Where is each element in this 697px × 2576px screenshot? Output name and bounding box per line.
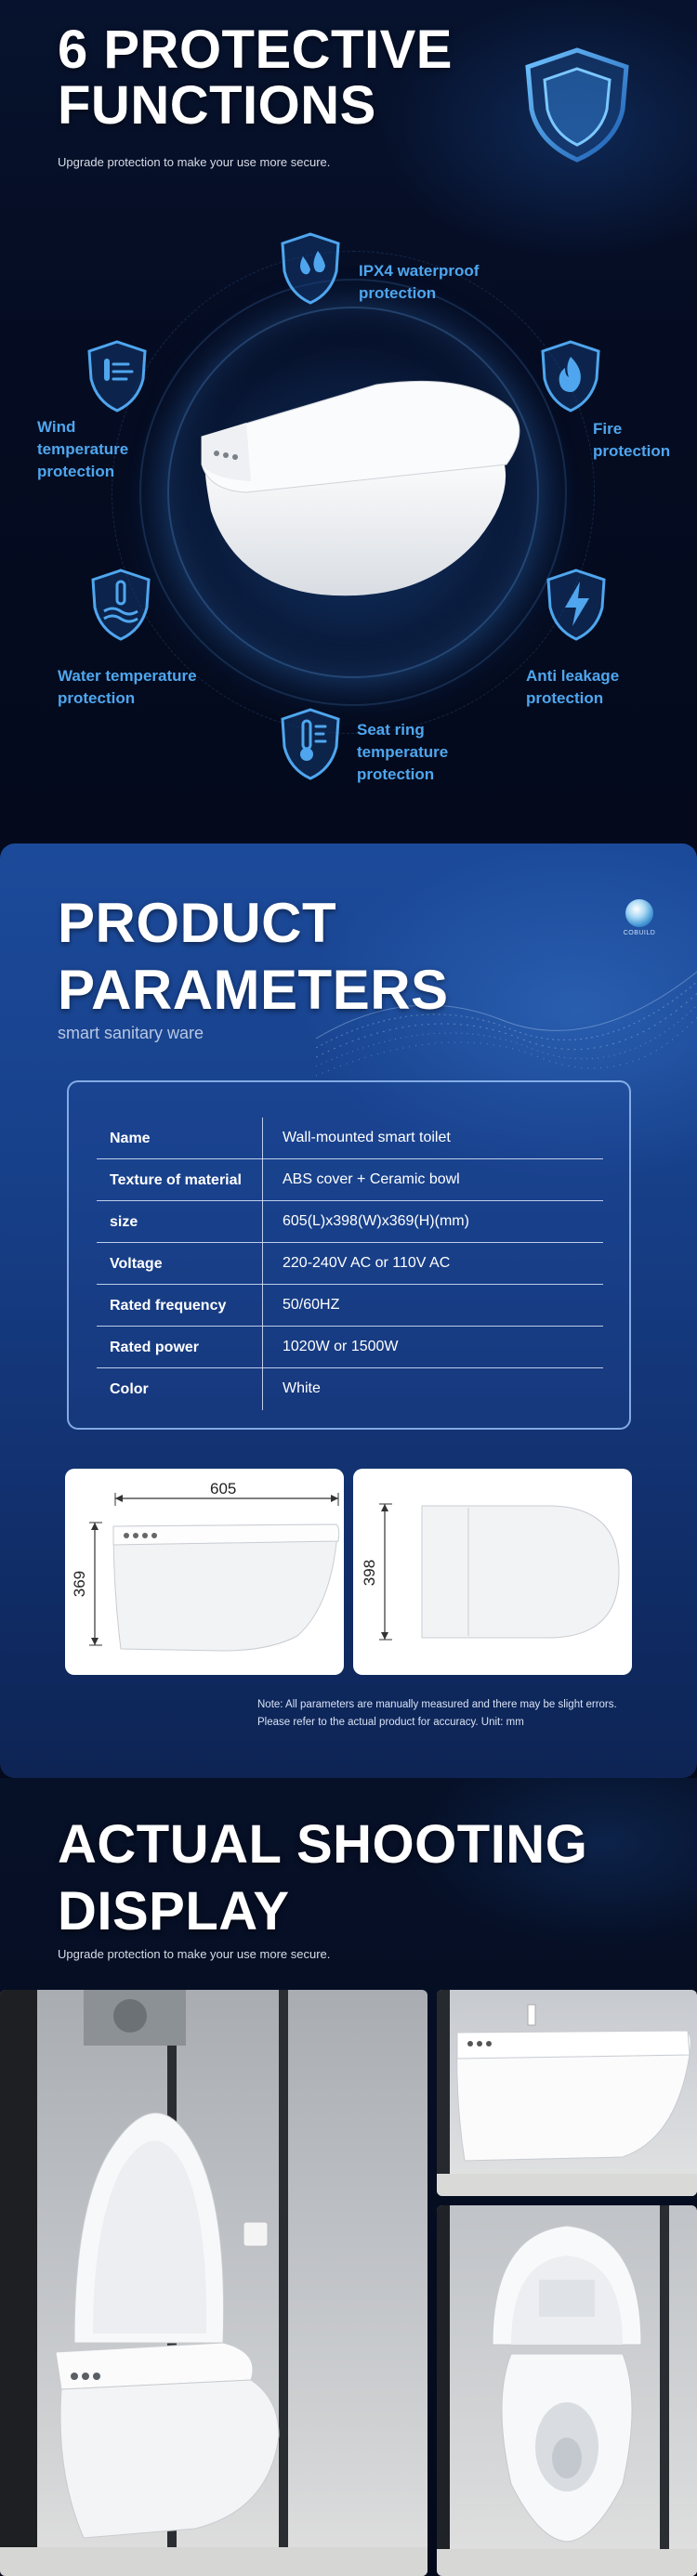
photo-toilet-lid-open xyxy=(0,1990,427,2576)
shield-icon xyxy=(517,45,638,165)
thermometer-shield-icon xyxy=(277,706,344,780)
top-dimension-diagram xyxy=(353,1469,632,1675)
top-view-drawing xyxy=(353,1469,632,1675)
spec-key: Color xyxy=(110,1381,149,1397)
actual-shooting-display-section xyxy=(0,1778,697,2576)
side-view-drawing xyxy=(65,1469,344,1675)
spec-row xyxy=(97,1243,603,1285)
protective-functions-section: 6 PROTECTIVE FUNCTIONS Upgrade protection to make your use more secure. IPX4 waterproof protection Wind temperature protection Fire protection Water temperature protection Anti leakage protection Seat ring temperature protection xyxy=(0,0,697,843)
spec-value: Wall-mounted smart toilet xyxy=(283,1130,451,1145)
functions-title: 6 PROTECTIVE FUNCTIONS xyxy=(58,20,453,136)
spec-key: Texture of material xyxy=(110,1172,242,1188)
parameters-subtitle: smart sanitary ware xyxy=(58,1024,204,1042)
spec-row xyxy=(97,1118,603,1159)
spec-row xyxy=(97,1201,603,1243)
brand-logo xyxy=(619,899,660,936)
product-parameters-section xyxy=(0,843,697,1778)
height-dimension-label: 369 xyxy=(71,1570,89,1598)
spec-value: 50/60HZ xyxy=(283,1297,340,1313)
spec-row xyxy=(97,1327,603,1368)
spec-key: Name xyxy=(110,1131,151,1146)
spec-value: 605(L)x398(W)x369(H)(mm) xyxy=(283,1213,469,1229)
lightning-shield-icon xyxy=(543,567,610,641)
photo-toilet-top-view xyxy=(437,2205,697,2576)
water-thermometer-shield-icon xyxy=(87,567,154,641)
flame-shield-icon xyxy=(537,338,604,412)
length-dimension-label: 605 xyxy=(210,1480,237,1497)
parameters-title: PRODUCT PARAMETERS xyxy=(58,892,449,1021)
spec-value: ABS cover + Ceramic bowl xyxy=(283,1171,460,1187)
display-title: ACTUAL SHOOTING DISPLAY xyxy=(58,1814,588,1942)
spec-key: size xyxy=(110,1214,138,1230)
width-dimension-label: 398 xyxy=(361,1559,379,1587)
spec-table xyxy=(67,1080,631,1430)
spec-row xyxy=(97,1159,603,1201)
functions-subtitle: Upgrade protection to make your use more secure. xyxy=(58,155,331,169)
spec-row xyxy=(97,1285,603,1327)
spec-row xyxy=(97,1368,603,1410)
photo-toilet-side-view xyxy=(437,1990,697,2196)
spec-value: 220-240V AC or 110V AC xyxy=(283,1255,451,1271)
spec-value: 1020W or 1500W xyxy=(283,1339,399,1354)
toilet-product-image xyxy=(191,372,534,650)
measurement-note: Note: All parameters are manually measured and there may be slight errors. Please refer to the actual product for accuracy. Unit: mm xyxy=(257,1699,617,1728)
water-drop-shield-icon xyxy=(277,230,344,305)
side-dimension-diagram xyxy=(65,1469,344,1675)
spec-key: Rated power xyxy=(110,1340,200,1355)
spec-key: Rated frequency xyxy=(110,1298,227,1314)
spec-key: Voltage xyxy=(110,1256,163,1272)
display-subtitle: Upgrade protection to make your use more secure. xyxy=(58,1947,331,1961)
logo-mark-icon xyxy=(625,899,653,927)
spec-value: White xyxy=(283,1380,321,1396)
logo-text: COBUILD xyxy=(623,930,656,936)
wind-shield-icon xyxy=(84,338,151,412)
